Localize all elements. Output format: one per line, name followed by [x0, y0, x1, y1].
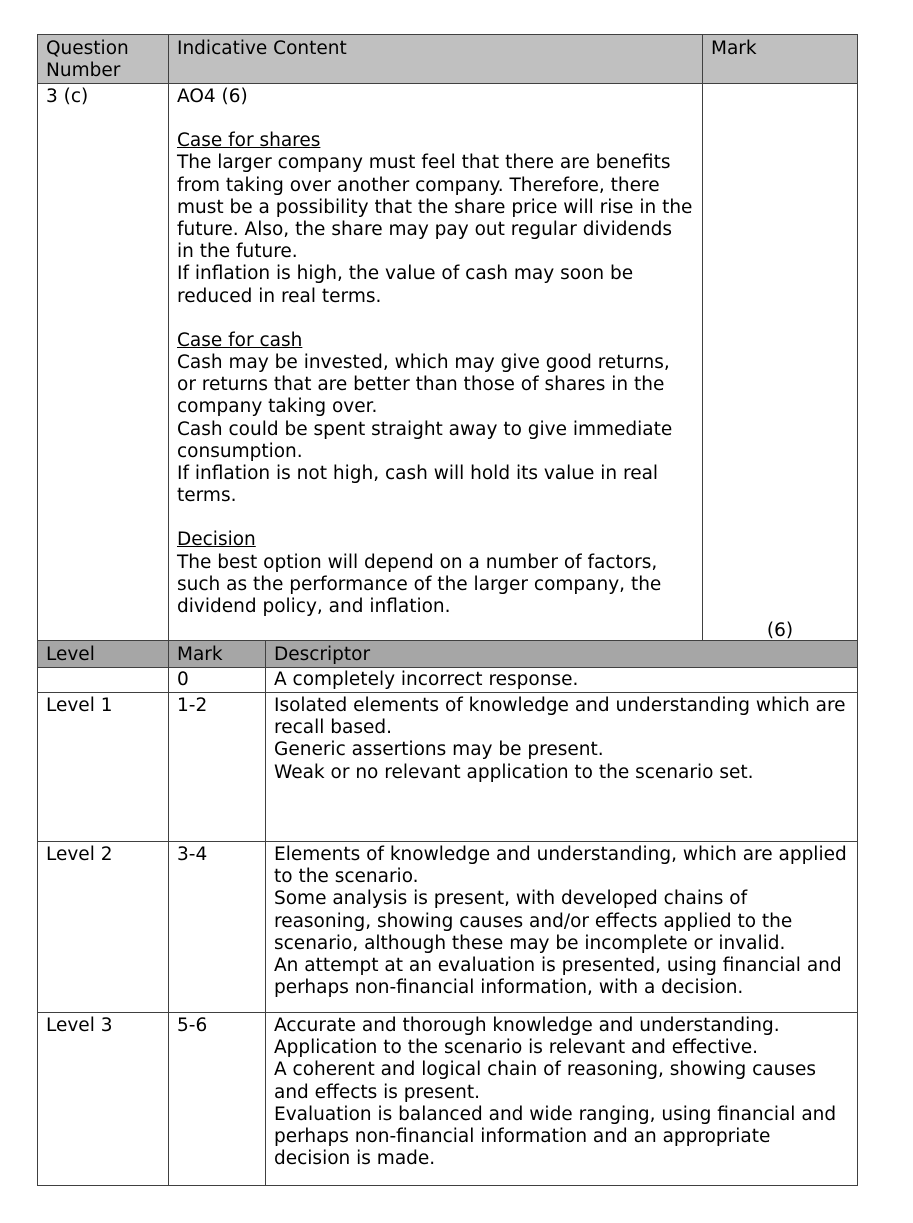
level-cell: Level 1 — [38, 693, 169, 842]
table-header-row — [38, 641, 858, 668]
section-heading-decision: Decision — [177, 529, 256, 551]
header-descriptor: Descriptor — [266, 641, 858, 668]
descriptor-line: Some analysis is present, with developed chains of reasoning, showing causes and/or effects applied to the scenario, although these may be incomplete or invalid. — [274, 888, 793, 954]
header-indicative-content: Indicative Content — [169, 35, 703, 84]
descriptor-cell — [266, 693, 858, 842]
table-header-row — [38, 35, 858, 84]
section-text: Cash could be spent straight away to give immediate consumption. — [177, 418, 673, 462]
header-mark: Mark — [703, 35, 858, 84]
question-number: 3 (c) — [38, 84, 169, 641]
level-cell: Level 3 — [38, 1013, 169, 1186]
section-heading-cash: Case for cash — [177, 329, 303, 351]
table-row — [38, 668, 858, 693]
mark-cell: 1-2 — [169, 693, 266, 842]
descriptor-cell — [266, 668, 858, 693]
section-text: The larger company must feel that there are benefits from taking over another company. Therefore, there must be a possibility that the share price will rise in the future. Also, the share may pay out regular dividends in the future. — [177, 152, 693, 263]
descriptor-line: A completely incorrect response. — [274, 669, 579, 690]
table-row — [38, 84, 858, 641]
indicative-content — [169, 84, 703, 641]
indicative-content-table — [37, 34, 858, 641]
descriptor-line: An attempt at an evaluation is presented, using financial and perhaps non-financial information, with a decision. — [274, 955, 842, 999]
table-row — [38, 693, 858, 842]
descriptor-line: Isolated elements of knowledge and understanding which are recall based. — [274, 695, 846, 739]
table-row — [38, 1013, 858, 1186]
levels-table — [37, 640, 858, 1186]
mark-value: (6) — [766, 619, 794, 641]
descriptor-line: Generic assertions may be present. — [274, 739, 604, 761]
section-text: Cash may be invested, which may give good returns, or returns that are better than those of shares in the company taking over. — [177, 352, 670, 418]
descriptor-line: Evaluation is balanced and wide ranging, using financial and perhaps non-financial information and an appropriate decision is made. — [274, 1103, 837, 1170]
descriptor-cell — [266, 842, 858, 1013]
mark-scheme-page — [37, 34, 857, 1186]
header-mark: Mark — [169, 641, 266, 668]
section-text: If inflation is high, the value of cash may soon be reduced in real terms. — [177, 263, 634, 307]
header-question-number: Question Number — [38, 35, 169, 84]
descriptor-line: Weak or no relevant application to the scenario set. — [274, 761, 754, 783]
mark-cell — [703, 84, 858, 641]
descriptor-line: Accurate and thorough knowledge and understanding. — [274, 1015, 780, 1036]
descriptor-cell — [266, 1013, 858, 1186]
section-text: If inflation is not high, cash will hold its value in real terms. — [177, 463, 659, 507]
level-cell: Level 2 — [38, 842, 169, 1013]
section-text: The best option will depend on a number of factors, such as the performance of the larger company, the dividend policy, and inflation. — [177, 551, 662, 618]
section-heading-shares: Case for shares — [177, 130, 321, 152]
assessment-objective: AO4 (6) — [177, 86, 248, 107]
mark-cell: 5-6 — [169, 1013, 266, 1186]
mark-cell: 3-4 — [169, 842, 266, 1013]
descriptor-line: A coherent and logical chain of reasoning, showing causes and effects is present. — [274, 1059, 816, 1103]
table-row — [38, 842, 858, 1013]
descriptor-line: Elements of knowledge and understanding, which are applied to the scenario. — [274, 844, 847, 888]
header-level: Level — [38, 641, 169, 668]
mark-cell: 0 — [169, 668, 266, 693]
level-cell — [38, 668, 169, 693]
descriptor-line: Application to the scenario is relevant and effective. — [274, 1037, 759, 1059]
